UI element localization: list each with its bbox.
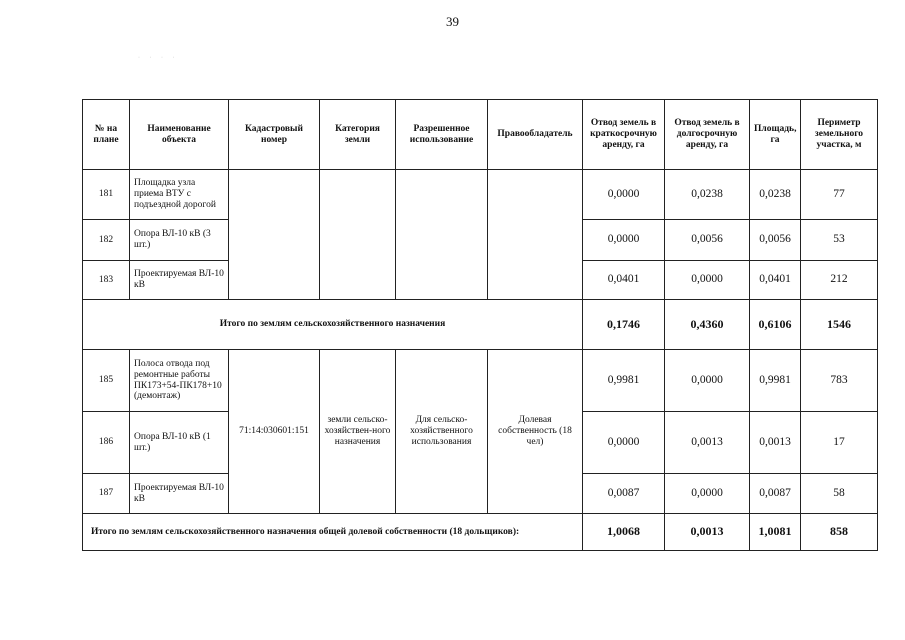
perimeter-cell: 77 [801, 170, 878, 220]
header-owner: Правообладатель [488, 100, 583, 170]
permitted-use-cell: Для сельско-хозяйственного использования [396, 350, 488, 514]
cadastral-number-cell: 71:14:030601:151 [229, 350, 320, 514]
subtotal-area: 0,6106 [750, 300, 801, 350]
area-cell: 0,0087 [750, 474, 801, 514]
subtotal-row [83, 300, 878, 350]
table-row [83, 170, 878, 220]
area-cell: 0,0013 [750, 412, 801, 474]
perimeter-cell: 212 [801, 261, 878, 300]
header-permitted-use: Разрешенное использование [396, 100, 488, 170]
short-lease-cell: 0,0000 [583, 170, 665, 220]
subtotal-long-lease: 0,4360 [665, 300, 750, 350]
area-cell: 0,0238 [750, 170, 801, 220]
table-row [83, 350, 878, 412]
land-allocation-table [82, 99, 878, 551]
perimeter-cell: 58 [801, 474, 878, 514]
land-category-cell: земли сельско-хозяйствен-ного назначения [320, 350, 396, 514]
perimeter-cell: 17 [801, 412, 878, 474]
plan-number-cell: 183 [83, 261, 130, 300]
total-long-lease: 0,0013 [665, 514, 750, 551]
object-name-cell: Проектируемая ВЛ-10 кВ [130, 474, 229, 514]
object-name-cell: Полоса отвода под ремонтные работы ПК173+54-ПК178+10 (демонтаж) [130, 350, 229, 412]
area-cell: 0,9981 [750, 350, 801, 412]
object-name-cell: Опора ВЛ-10 кВ (3 шт.) [130, 220, 229, 261]
short-lease-cell: 0,0000 [583, 412, 665, 474]
page-number: 39 [446, 14, 459, 29]
short-lease-cell: 0,0087 [583, 474, 665, 514]
header-perimeter: Периметр земельного участка, м [801, 100, 878, 170]
usage-cell-empty [396, 170, 488, 300]
long-lease-cell: 0,0238 [665, 170, 750, 220]
subtotal-label: Итого по землям сельскохозяйственного назначения [83, 300, 583, 350]
plan-number-cell: 187 [83, 474, 130, 514]
long-lease-cell: 0,0056 [665, 220, 750, 261]
header-row [83, 100, 878, 170]
subtotal-short-lease: 0,1746 [583, 300, 665, 350]
total-perimeter: 858 [801, 514, 878, 551]
header-object-name: Наименование объекта [130, 100, 229, 170]
perimeter-cell: 53 [801, 220, 878, 261]
short-lease-cell: 0,0401 [583, 261, 665, 300]
area-cell: 0,0056 [750, 220, 801, 261]
total-label: Итого по землям сельскохозяйственного назначения общей долевой собственности (18 дольщиков): [83, 514, 583, 551]
long-lease-cell: 0,0000 [665, 350, 750, 412]
short-lease-cell: 0,9981 [583, 350, 665, 412]
total-area: 1,0081 [750, 514, 801, 551]
object-name-cell: Площадка узла приема ВТУ с подъездной дорогой [130, 170, 229, 220]
total-row [83, 514, 878, 551]
plan-number-cell: 182 [83, 220, 130, 261]
owner-cell-empty [488, 170, 583, 300]
header-land-category: Категория земли [320, 100, 396, 170]
header-cadastral-number: Кадастровый номер [229, 100, 320, 170]
plan-number-cell: 185 [83, 350, 130, 412]
scan-artifact-dots: · · · · [138, 55, 179, 61]
total-short-lease: 1,0068 [583, 514, 665, 551]
long-lease-cell: 0,0000 [665, 474, 750, 514]
plan-number-cell: 186 [83, 412, 130, 474]
long-lease-cell: 0,0000 [665, 261, 750, 300]
owner-cell: Долевая собственность (18 чел) [488, 350, 583, 514]
long-lease-cell: 0,0013 [665, 412, 750, 474]
header-short-term-lease: Отвод земель в краткосрочную аренду, га [583, 100, 665, 170]
subtotal-perimeter: 1546 [801, 300, 878, 350]
area-cell: 0,0401 [750, 261, 801, 300]
header-plan-number: № на плане [83, 100, 130, 170]
cadastral-cell-empty [229, 170, 320, 300]
object-name-cell: Проектируемая ВЛ-10 кВ [130, 261, 229, 300]
category-cell-empty [320, 170, 396, 300]
object-name-cell: Опора ВЛ-10 кВ (1 шт.) [130, 412, 229, 474]
header-area: Площадь, га [750, 100, 801, 170]
header-long-term-lease: Отвод земель в долгосрочную аренду, га [665, 100, 750, 170]
short-lease-cell: 0,0000 [583, 220, 665, 261]
perimeter-cell: 783 [801, 350, 878, 412]
plan-number-cell: 181 [83, 170, 130, 220]
